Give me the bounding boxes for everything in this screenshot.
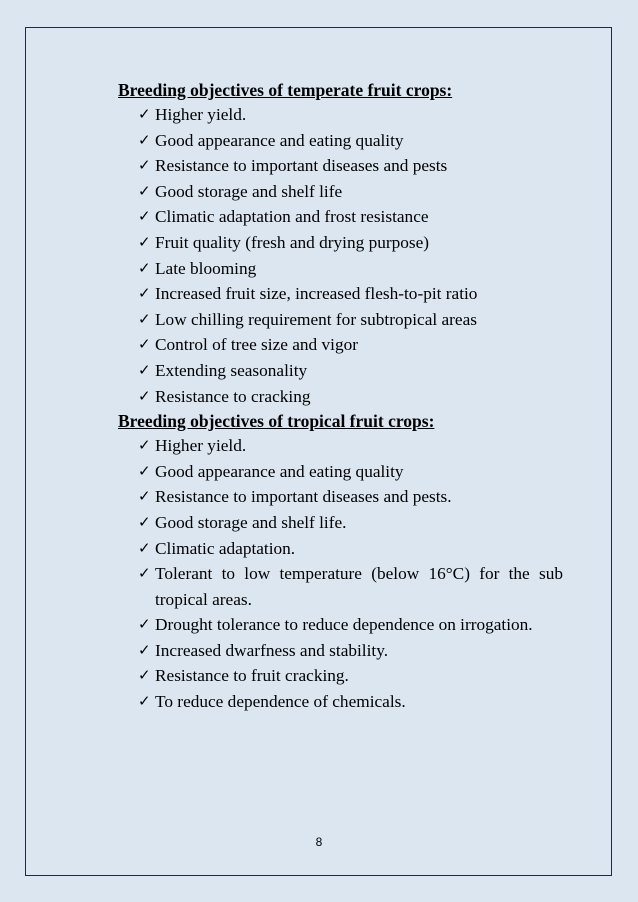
section-heading: Breeding objectives of tropical fruit crops:	[118, 411, 435, 432]
list-item	[118, 332, 563, 358]
checkmark-icon: ✓	[138, 386, 151, 405]
list-item	[118, 256, 563, 282]
checkmark-icon: ✓	[138, 512, 151, 531]
list-item-text: Resistance to important diseases and pests.	[155, 487, 452, 507]
list-item	[118, 153, 563, 179]
checkmark-icon: ✓	[138, 130, 151, 149]
list-item-text: Climatic adaptation.	[155, 538, 296, 558]
list-item	[118, 102, 563, 128]
objectives-list	[118, 102, 563, 409]
checkmark-icon: ✓	[138, 105, 151, 123]
list-item	[118, 459, 563, 485]
document-body	[118, 78, 563, 715]
list-item-text: Resistance to important diseases and pests	[155, 156, 448, 176]
list-item	[118, 204, 563, 230]
list-item	[118, 384, 563, 410]
list-item	[118, 281, 563, 307]
list-item-text: Higher yield.	[155, 436, 247, 456]
list-item-text: Drought tolerance to reduce dependence on irrogation.	[155, 615, 533, 635]
list-item	[118, 484, 563, 510]
checkmark-icon: ✓	[138, 284, 151, 303]
checkmark-icon: ✓	[138, 666, 151, 685]
checkmark-icon: ✓	[138, 181, 151, 200]
list-item-text: Good appearance and eating quality	[155, 461, 404, 481]
section-temperate	[118, 78, 563, 409]
list-item	[118, 307, 563, 333]
checkmark-icon: ✓	[138, 615, 151, 634]
list-item-text: Good storage and shelf life	[155, 181, 343, 201]
checkmark-icon: ✓	[138, 461, 151, 480]
list-item	[118, 663, 563, 689]
checkmark-icon: ✓	[138, 436, 151, 455]
checkmark-icon: ✓	[138, 692, 151, 711]
list-item-text: Higher yield.	[155, 105, 247, 124]
list-item-text: Control of tree size and vigor	[155, 335, 358, 355]
checkmark-icon: ✓	[138, 640, 151, 659]
list-item-text: Increased dwarfness and stability.	[155, 640, 389, 660]
list-item	[118, 638, 563, 664]
list-item-text: Climatic adaptation and frost resistance	[155, 207, 429, 227]
checkmark-icon: ✓	[138, 309, 151, 328]
list-item-text: Resistance to fruit cracking.	[155, 666, 349, 686]
list-item	[118, 358, 563, 384]
list-item-text: Good appearance and eating quality	[155, 130, 404, 150]
checkmark-icon: ✓	[138, 207, 151, 226]
list-item-text: Fruit quality (fresh and drying purpose)	[155, 232, 430, 252]
checkmark-icon: ✓	[138, 487, 151, 506]
list-item	[118, 230, 563, 256]
list-item-text: To reduce dependence of chemicals.	[155, 692, 406, 712]
checkmark-icon: ✓	[138, 360, 151, 379]
list-item-text: Extending seasonality	[155, 360, 308, 380]
list-item	[118, 179, 563, 205]
list-item	[118, 510, 563, 536]
page-number: 8	[315, 835, 323, 849]
list-item	[118, 433, 563, 459]
checkmark-icon: ✓	[138, 258, 151, 277]
list-item-text: Increased fruit size, increased flesh-to-pit ratio	[155, 284, 478, 304]
checkmark-icon: ✓	[138, 232, 151, 251]
list-item-text: Late blooming	[155, 258, 257, 278]
checkmark-icon: ✓	[138, 335, 151, 354]
checkmark-icon: ✓	[138, 156, 151, 175]
list-item-text: Tolerant to low temperature (below 16°C) for the sub tropical areas.	[155, 564, 563, 609]
list-item	[118, 689, 563, 715]
section-heading: Breeding objectives of temperate fruit crops:	[118, 80, 453, 100]
list-item	[118, 536, 563, 562]
checkmark-icon: ✓	[138, 564, 151, 583]
list-item-text: Resistance to cracking	[155, 386, 311, 406]
list-item-text: Good storage and shelf life.	[155, 512, 347, 532]
section-tropical	[118, 409, 563, 715]
list-item	[118, 561, 563, 612]
objectives-list	[118, 433, 563, 715]
list-item	[118, 128, 563, 154]
list-item	[118, 612, 563, 638]
list-item-text: Low chilling requirement for subtropical areas	[155, 309, 477, 329]
checkmark-icon: ✓	[138, 538, 151, 557]
